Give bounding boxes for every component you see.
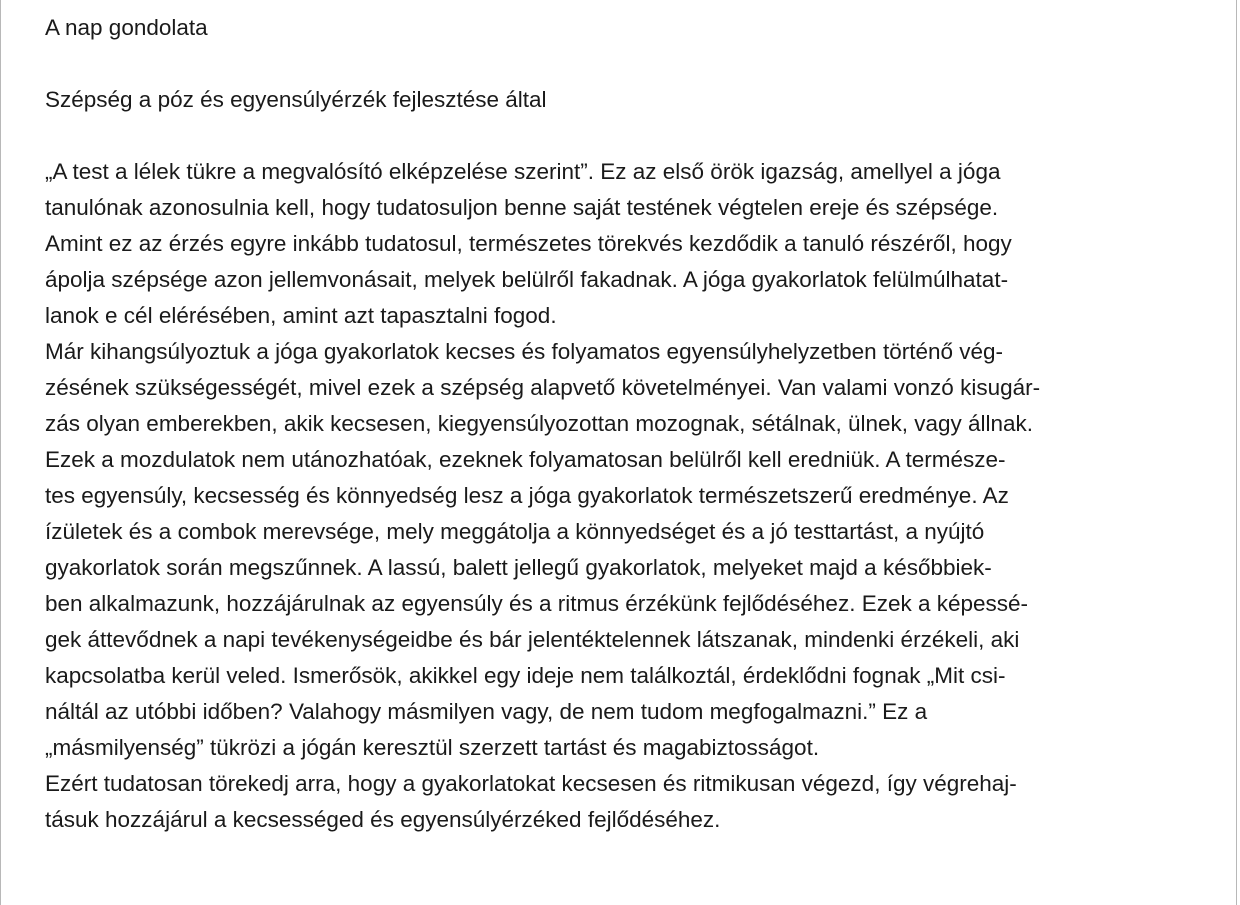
- text-line: ben alkalmazunk, hozzájárulnak az egyensúly és a ritmus érzékünk fejlődéséhez. Ezek a képessé-: [45, 591, 1029, 616]
- text-line: zésének szükségességét, mivel ezek a szépség alapvető követelményei. Van valami vonzó kisugár-: [45, 375, 1041, 400]
- text-line: ízületek és a combok merevsége, mely meggátolja a könnyedséget és a jó testtartást, a nyújtó: [45, 519, 985, 544]
- text-line: Ezek a mozdulatok nem utánozhatóak, ezeknek folyamatosan belülről kell eredniük. A természe-: [45, 447, 1006, 472]
- text-line: tanulónak azonosulnia kell, hogy tudatosuljon benne saját testének végtelen ereje és szépsége.: [45, 195, 999, 220]
- text-line: „másmilyenség” tükrözi a jógán keresztül szerzett tartást és magabiztosságot.: [45, 735, 820, 760]
- text-line: tes egyensúly, kecsesség és könnyedség lesz a jóga gyakorlatok természetszerű eredménye. Az: [45, 483, 1009, 508]
- document-heading: A nap gondolata: [45, 15, 208, 40]
- page-left-edge: [0, 0, 1, 905]
- text-line: Ezért tudatosan törekedj arra, hogy a gyakorlatokat kecsesen és ritmikusan végezd, így végrehaj-: [45, 771, 1017, 796]
- blank-line: [45, 118, 1205, 154]
- article-text: [45, 154, 1205, 838]
- document-body: [45, 10, 1205, 838]
- text-line: gyakorlatok során megszűnnek. A lassú, balett jellegű gyakorlatok, melyeket majd a későbbiek-: [45, 555, 992, 580]
- page-right-edge: [1236, 0, 1237, 905]
- text-line: ápolja szépsége azon jellemvonásait, melyek belülről fakadnak. A jóga gyakorlatok felülmúlhatat-: [45, 267, 1009, 292]
- text-line: kapcsolatba kerül veled. Ismerősök, akikkel egy ideje nem találkoztál, érdeklődni fognak „Mit csi-: [45, 663, 1006, 688]
- document-subtitle: Szépség a póz és egyensúlyérzék fejlesztése által: [45, 87, 547, 112]
- text-line: náltál az utóbbi időben? Valahogy másmilyen vagy, de nem tudom megfogalmazni.” Ez a: [45, 699, 928, 724]
- text-line: Amint ez az érzés egyre inkább tudatosul, természetes törekvés kezdődik a tanuló részéről, hogy: [45, 231, 1012, 256]
- text-line: gek áttevődnek a napi tevékenységeidbe és bár jelentéktelennek látszanak, mindenki érzékeli, aki: [45, 627, 1020, 652]
- text-line: tásuk hozzájárul a kecsességed és egyensúlyérzéked fejlődéséhez.: [45, 807, 721, 832]
- blank-line: [45, 46, 1205, 82]
- text-line: zás olyan emberekben, akik kecsesen, kiegyensúlyozottan mozognak, sétálnak, ülnek, vagy állnak.: [45, 411, 1034, 436]
- text-line: „A test a lélek tükre a megvalósító elképzelése szerint”. Ez az első örök igazság, amellyel a jóga: [45, 159, 1001, 184]
- text-line: lanok e cél elérésében, amint azt tapasztalni fogod.: [45, 303, 557, 328]
- text-line: Már kihangsúlyoztuk a jóga gyakorlatok kecses és folyamatos egyensúlyhelyzetben történő vég-: [45, 339, 1004, 364]
